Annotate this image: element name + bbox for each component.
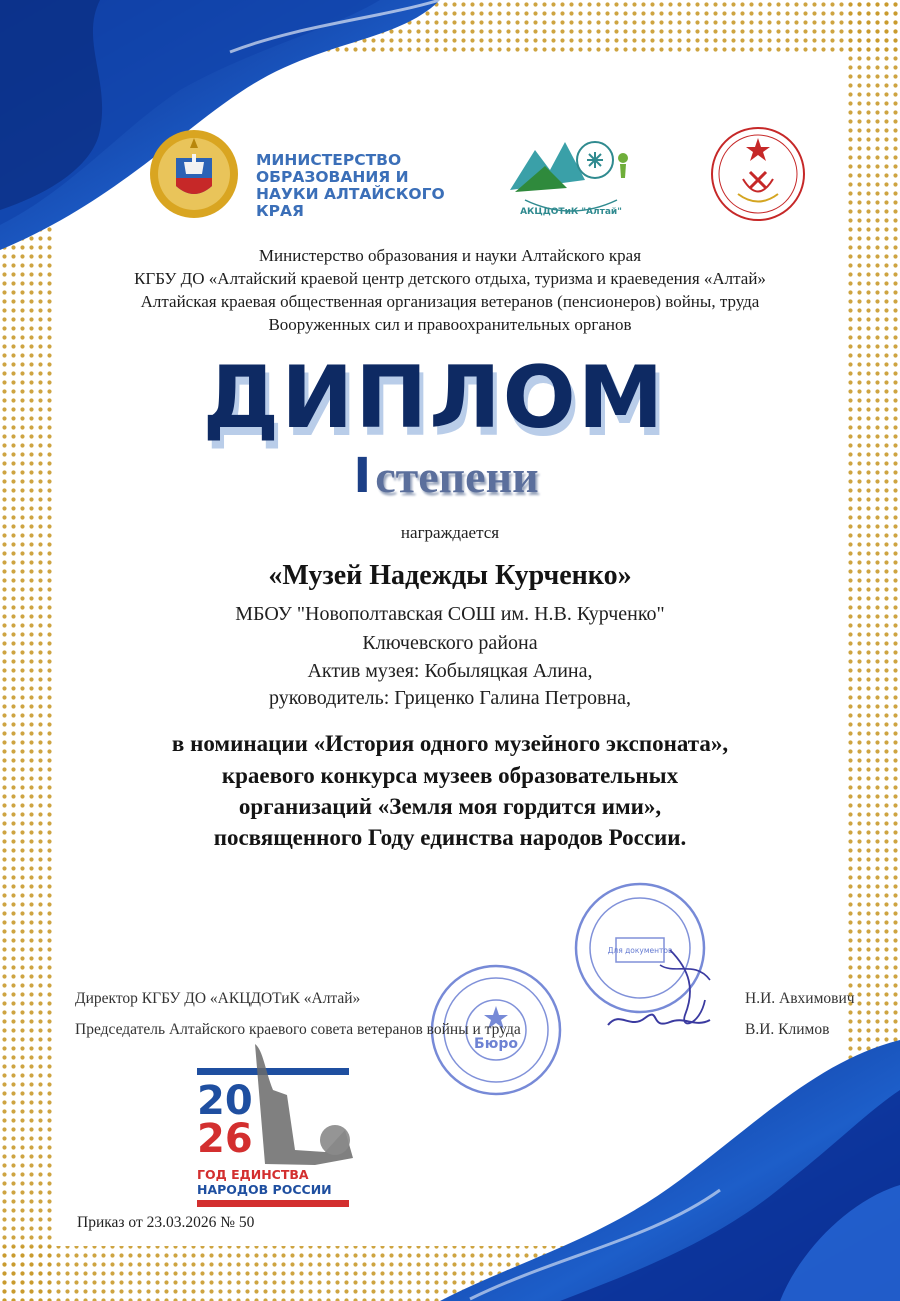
awarded-label: награждается [400,523,500,542]
year-logo-digits-top: 20 [197,1078,253,1124]
nomination-line: краевого конкурса музеев образовательных [221,763,679,788]
signature-position: Директор КГБУ ДО «АКЦДОТиК «Алтай» [75,990,361,1007]
degree-word: степени [375,451,539,502]
degree-roman: I [353,448,372,504]
org-line: Вооруженных сил и правоохранительных органов [268,315,632,334]
akcdotik-logo-icon [505,130,637,220]
detail-line: Актив музея: Кобыляцкая Алина, [307,660,593,682]
stamp-left-text: Бюро [474,1036,518,1052]
year-of-unity-logo-icon [195,1040,360,1210]
degree-line [0,448,896,504]
signature-name: Н.И. Авхимович [745,990,855,1007]
org-line: Министерство образования и науки Алтайского края [258,246,642,265]
order-reference: Приказ от 23.03.2026 № 50 [77,1214,255,1231]
signature-position: Председатель Алтайского краевого совета ветеранов войны и труда [75,1021,521,1038]
nomination-line: организаций «Земля моя гордится ими», [238,794,662,819]
altai-coat-of-arms-icon [148,128,240,220]
nomination-line: в номинации «История одного музейного экспоната», [171,731,729,756]
org-line: Алтайская краевая общественная организация ветеранов (пенсионеров) войны, труда [140,292,760,311]
nomination-line: посвященного Году единства народов России. [213,825,687,850]
year-logo-line2: НАРОДОВ РОССИИ [197,1182,332,1197]
recipient-name: «Музей Надежды Курченко» [268,560,632,591]
year-logo-line1: ГОД ЕДИНСТВА [197,1167,309,1182]
signature-name: В.И. Климов [745,1021,830,1038]
akcdotik-logo-caption: АКЦДОТиК "Алтай" [520,207,622,217]
detail-line: руководитель: Гриценко Галина Петровна, [268,687,632,709]
diploma-title: ДИПЛОМ [202,348,666,448]
ministry-logo-text: МИНИСТЕРСТВО ОБРАЗОВАНИЯ И НАУКИ АЛТАЙСКОГО КРАЯ [256,151,445,220]
detail-line: МБОУ "Новополтавская СОШ им. Н.В. Курченко" [235,603,665,625]
org-line: КГБУ ДО «Алтайский краевой центр детского отдыха, туризма и краеведения «Алтай» [134,269,766,288]
stamp-right-text: Для документов [607,946,673,955]
veterans-emblem-icon [708,124,808,224]
year-logo-digits-bottom: 26 [197,1116,253,1162]
signature-icon [600,930,740,1050]
detail-line: Ключевского района [362,632,538,654]
